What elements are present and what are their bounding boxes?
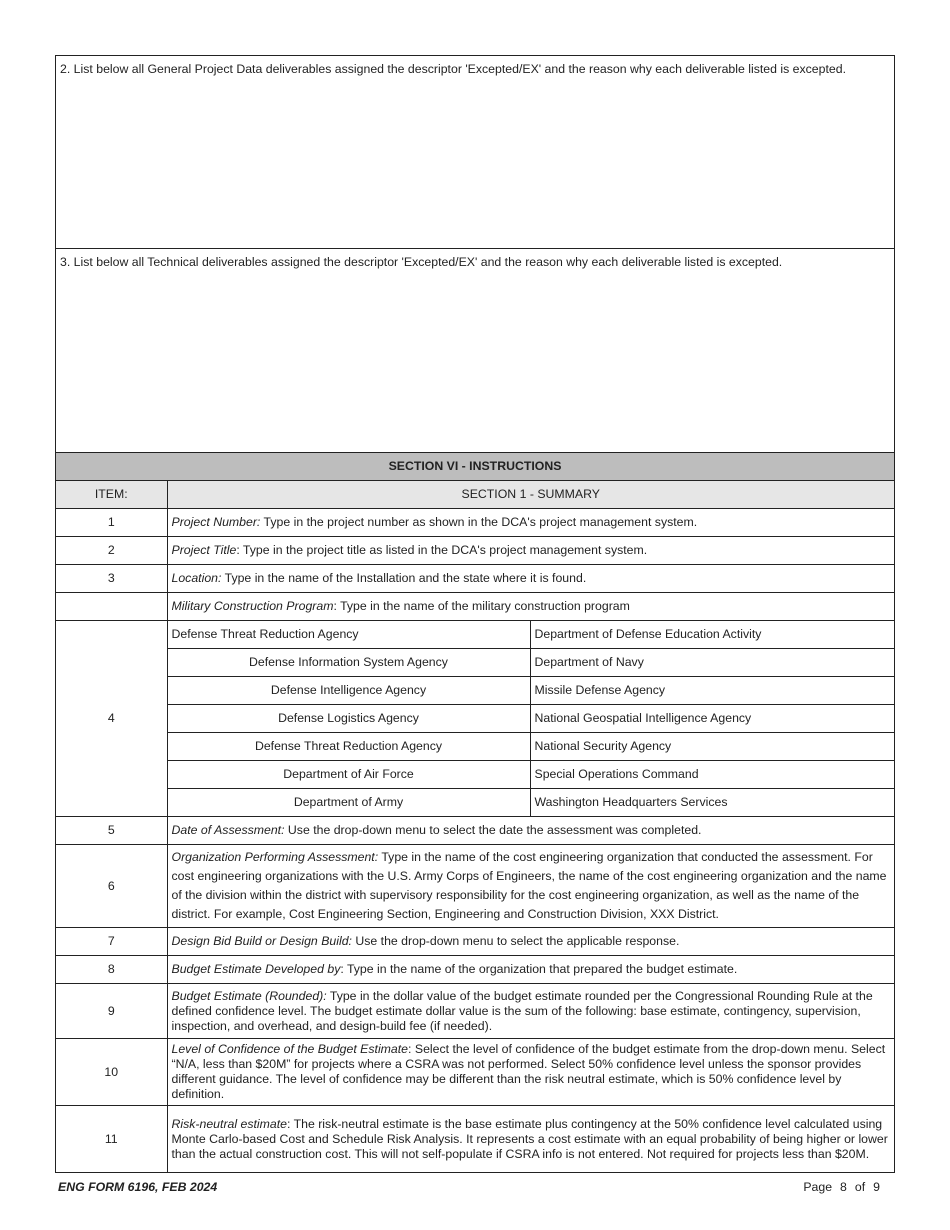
excepted-technical-deliverables-box[interactable] <box>56 249 894 453</box>
item-text: Military Construction Program: Type in the name of the military construction program <box>167 593 894 621</box>
agency-row <box>56 677 894 705</box>
item-number: 5 <box>56 817 167 845</box>
item-text: Date of Assessment: Use the drop-down menu to select the date the assessment was completed. <box>167 817 894 845</box>
page-indicator <box>795 1180 880 1194</box>
form-frame <box>55 55 895 1173</box>
agency-left: Defense Threat Reduction Agency <box>167 733 530 761</box>
item-text: Design Bid Build or Design Build: Use the drop-down menu to select the applicable response. <box>167 928 894 956</box>
item-number: 10 <box>56 1039 167 1106</box>
agency-right: National Security Agency <box>530 733 894 761</box>
page-number: 8 <box>840 1180 847 1194</box>
agency-left: Department of Army <box>167 789 530 817</box>
field-label: Date of Assessment: <box>171 823 285 837</box>
agency-right: Missile Defense Agency <box>530 677 894 705</box>
excepted-general-deliverables-box[interactable] <box>56 56 894 249</box>
agency-right: National Geospatial Intelligence Agency <box>530 705 894 733</box>
table-row <box>56 593 894 621</box>
item-text: Budget Estimate (Rounded): Type in the dollar value of the budget estimate rounded per the Congressional Rounding Rule at the defined confidence level. The budget estimate dollar value is the sum of the following: base estimate, contingency, supervision, inspection, and overhead, and design-build fee (if needed). <box>167 984 894 1039</box>
agency-left: Defense Threat Reduction Agency <box>167 621 530 649</box>
item-number: 11 <box>56 1106 167 1173</box>
agency-row <box>56 761 894 789</box>
page-label: Page <box>803 1180 833 1194</box>
item-text: Project Title: Type in the project title as listed in the DCA's project management system. <box>167 537 894 565</box>
item-text: Organization Performing Assessment: Type in the name of the cost engineering organization that conducted the assessment. For cost engineering organizations with the U.S. Army Corps of Engineers, the name of the cost engineering organization and the name of the division within the district with supervisory responsibility for the cost engineering organization, as well as the name of the district. For example, Cost Engineering Section, Engineering and Construction Division, XXX District. <box>167 845 894 928</box>
item-number: 9 <box>56 984 167 1039</box>
item-number: 6 <box>56 845 167 928</box>
table-row <box>56 1039 894 1106</box>
field-label: Level of Confidence of the Budget Estimate <box>171 1042 409 1056</box>
table-row <box>56 956 894 984</box>
field-label: Budget Estimate Developed by <box>171 962 341 976</box>
agency-right: Special Operations Command <box>530 761 894 789</box>
section-title: SECTION VI - INSTRUCTIONS <box>56 453 894 481</box>
item-text: Budget Estimate Developed by: Type in the name of the organization that prepared the budget estimate. <box>167 956 894 984</box>
field-label: Location: <box>171 571 222 585</box>
field-label: Budget Estimate (Rounded): <box>171 988 327 1003</box>
agency-right: Washington Headquarters Services <box>530 789 894 817</box>
table-row <box>56 817 894 845</box>
item-header: ITEM: <box>56 481 167 509</box>
table-row <box>56 537 894 565</box>
item-text: Level of Confidence of the Budget Estimate: Select the level of confidence of the budget estimate from the drop-down menu. Select “N/A, less than $20M” for projects where a CSRA was not performed. Select 50% confidence level unless the sponsor provides different guidance. The level of confidence may be different than the risk neutral estimate, which is 50% confidence level by definition. <box>167 1039 894 1106</box>
page-total: 9 <box>873 1180 880 1194</box>
page-footer <box>58 1180 890 1194</box>
summary-header: SECTION 1 - SUMMARY <box>167 481 894 509</box>
item-number: 1 <box>56 509 167 537</box>
item-text: Risk-neutral estimate: The risk-neutral estimate is the base estimate plus contingency at the 50% confidence level calculated using Monte Carlo-based Cost and Schedule Risk Analysis. It represents a cost estimate with an equal probability of being higher or lower than the actual construction cost. This will not self-populate if CSRA info is not entered. Not required for projects less than $20M. <box>167 1106 894 1173</box>
q2-prompt: 2. List below all General Project Data deliverables assigned the descriptor 'Excepted/EX' and the reason why each deliverable listed is excepted. <box>60 62 846 76</box>
instructions-table <box>56 481 894 1172</box>
field-label: Military Construction Program <box>171 599 334 613</box>
form-id: ENG FORM 6196, FEB 2024 <box>58 1180 218 1194</box>
table-row <box>56 509 894 537</box>
item-text: Project Number: Type in the project number as shown in the DCA's project management system. <box>167 509 894 537</box>
agency-row <box>56 733 894 761</box>
item-number: 7 <box>56 928 167 956</box>
field-label: Design Bid Build or Design Build: <box>171 934 352 948</box>
of-label: of <box>854 1180 866 1194</box>
item-text: Location: Type in the name of the Installation and the state where it is found. <box>167 565 894 593</box>
item-number: 4 <box>56 621 167 817</box>
agency-row <box>56 649 894 677</box>
agency-left: Defense Information System Agency <box>167 649 530 677</box>
field-label: Project Number: <box>171 515 261 529</box>
table-row <box>56 1106 894 1173</box>
table-row <box>56 565 894 593</box>
table-row <box>56 928 894 956</box>
agency-row <box>56 621 894 649</box>
table-row <box>56 845 894 928</box>
field-label: Risk-neutral estimate <box>171 1116 287 1131</box>
field-label: Project Title <box>171 543 237 557</box>
item-number <box>56 593 167 621</box>
field-label: Organization Performing Assessment: <box>171 850 379 864</box>
table-header-row <box>56 481 894 509</box>
agency-left: Defense Intelligence Agency <box>167 677 530 705</box>
agency-row <box>56 705 894 733</box>
item-number: 3 <box>56 565 167 593</box>
agency-right: Department of Defense Education Activity <box>530 621 894 649</box>
agency-right: Department of Navy <box>530 649 894 677</box>
item-number: 2 <box>56 537 167 565</box>
item-number: 8 <box>56 956 167 984</box>
agency-row <box>56 789 894 817</box>
agency-left: Department of Air Force <box>167 761 530 789</box>
table-row <box>56 984 894 1039</box>
q3-prompt: 3. List below all Technical deliverables assigned the descriptor 'Excepted/EX' and the reason why each deliverable listed is excepted. <box>60 255 783 269</box>
agency-left: Defense Logistics Agency <box>167 705 530 733</box>
